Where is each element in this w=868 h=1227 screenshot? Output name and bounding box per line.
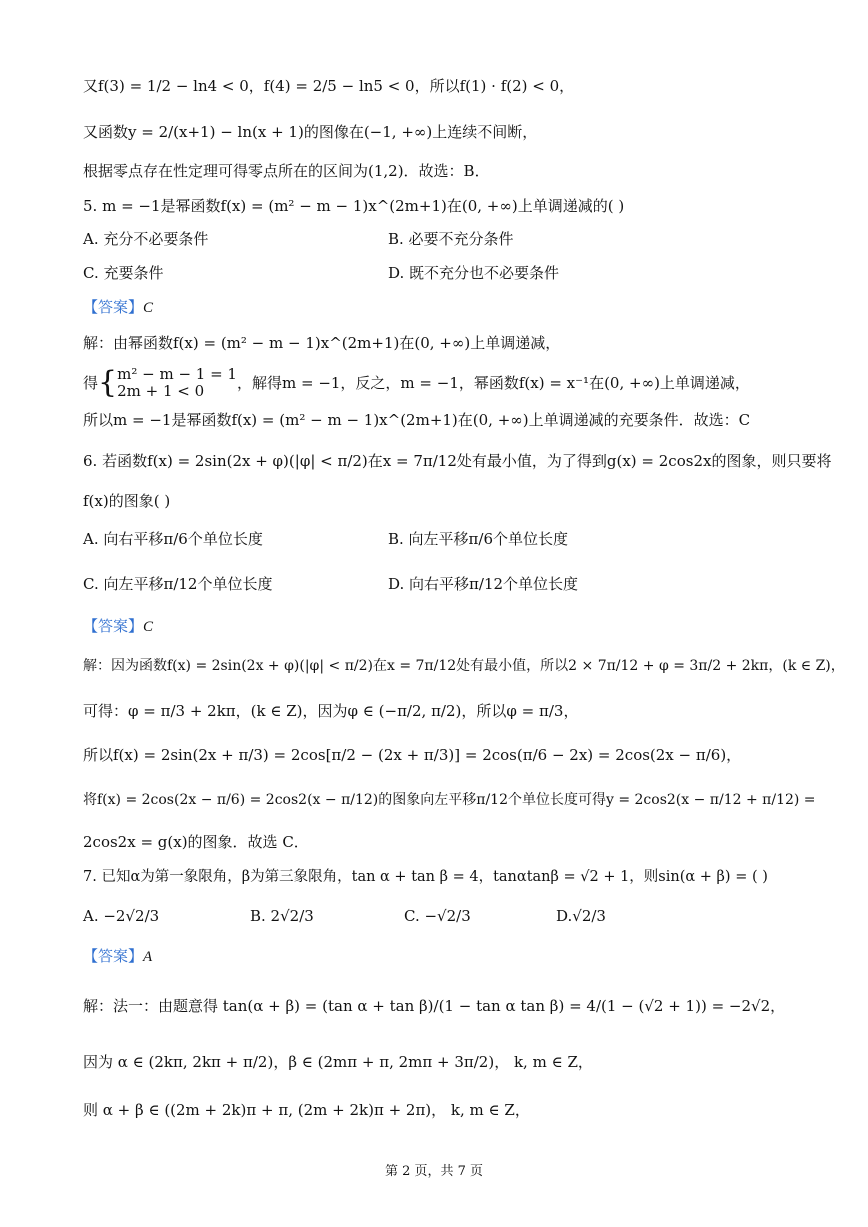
q6-answer xyxy=(83,616,153,637)
q7-option-a: A. −2√2/3 xyxy=(83,907,160,925)
answer-tag: 【答案】 xyxy=(83,617,144,635)
question-5-stem: 5. m = −1是幂函数f(x) = (m² − m − 1)x^(2m+1)在(0, +∞)上单调递减的( ) xyxy=(83,197,625,215)
q7-option-d: D.√2/3 xyxy=(556,907,606,925)
q6-solution-line: 2cos2x = g(x)的图象．故选 C． xyxy=(83,833,309,851)
answer-letter: A xyxy=(143,949,153,965)
q5-answer xyxy=(83,297,153,318)
question-6-stem: 6. 若函数f(x) = 2sin(2x + φ)(|φ| < π/2)在x = 7π/12处有最小值，为了得到g(x) = 2cos2x的图象，则只要将 xyxy=(83,452,832,470)
page-footer: 第 2 页，共 7 页 xyxy=(384,1164,484,1179)
q6-option-a: A. 向右平移π/6个单位长度 xyxy=(83,530,263,548)
q7-solution-line: 因为 α ∈ (2kπ, 2kπ + π/2)，β ∈ (2mπ + π, 2mπ + 3π/2)， k, m ∈ Z， xyxy=(83,1053,593,1071)
q7-option-c: C. −√2/3 xyxy=(404,907,471,925)
text-line: 又f(3) = 1/2 − ln4 < 0，f(4) = 2/5 − ln5 < 0，所以f(1) · f(2) < 0， xyxy=(83,77,575,95)
answer-tag: 【答案】 xyxy=(83,947,144,965)
q6-solution-line: 解：因为函数f(x) = 2sin(2x + φ)(|φ| < π/2)在x = 7π/12处有最小值，所以2 × 7π/12 + φ = 3π/2 + 2kπ，(k ∈ Z)， xyxy=(83,658,845,674)
q6-option-c: C. 向左平移π/12个单位长度 xyxy=(83,575,273,593)
q7-solution-line: 则 α + β ∈ ((2m + 2k)π + π, (2m + 2k)π + 2π)， k, m ∈ Z， xyxy=(83,1101,530,1119)
q6-solution-line: 可得：φ = π/3 + 2kπ，(k ∈ Z)，因为φ ∈ (−π/2, π/2)，所以φ = π/3， xyxy=(83,702,579,720)
q5-solution-system xyxy=(83,366,750,400)
text-line: 根据零点存在性定理可得零点所在的区间为(1,2)．故选：B． xyxy=(83,162,490,180)
answer-letter: C xyxy=(143,300,154,316)
answer-tag: 【答案】 xyxy=(83,298,144,316)
q5-option-b: B. 必要不充分条件 xyxy=(388,230,514,248)
q5-option-a: A. 充分不必要条件 xyxy=(83,230,209,248)
q6-option-d: D. 向右平移π/12个单位长度 xyxy=(388,575,579,593)
system-result: ，解得m = −1，反之，m = −1，幂函数f(x) = x⁻¹在(0, +∞)上单调递减， xyxy=(236,373,750,392)
q6-solution-line: 将f(x) = 2cos(2x − π/6) = 2cos2(x − π/12)的图象向左平移π/12个单位长度可得y = 2cos2(x − π/12 + π/12) = xyxy=(83,792,816,808)
system-prefix: 得 xyxy=(83,373,99,392)
q6-solution-line: 所以f(x) = 2sin(2x + π/3) = 2cos[π/2 − (2x + π/3)] = 2cos(π/6 − 2x) = 2cos(2x − π/6)， xyxy=(83,746,742,764)
q5-option-d: D. 既不充分也不必要条件 xyxy=(388,264,560,282)
q7-option-b: B. 2√2/3 xyxy=(250,907,314,925)
question-6-stem: f(x)的图象( ) xyxy=(83,492,171,510)
q6-option-b: B. 向左平移π/6个单位长度 xyxy=(388,530,569,548)
q7-solution-line: 解：法一：由题意得 tan(α + β) = (tan α + tan β)/(1 − tan α tan β) = 4/(1 − (√2 + 1)) = −2√2， xyxy=(83,997,786,1015)
system-eq-bottom: 2m + 1 < 0 xyxy=(117,382,205,400)
text-line: 又函数y = 2/(x+1) − ln(x + 1)的图像在(−1, +∞)上连续不间断， xyxy=(83,123,538,141)
q5-solution-line: 所以m = −1是幂函数f(x) = (m² − m − 1)x^(2m+1)在(0, +∞)上单调递减的充要条件．故选：C xyxy=(83,411,751,429)
q5-solution-line: 解：由幂函数f(x) = (m² − m − 1)x^(2m+1)在(0, +∞)上单调递减， xyxy=(83,334,561,352)
question-7-stem: 7. 已知α为第一象限角，β为第三象限角，tan α + tan β = 4，tanαtanβ = √2 + 1，则sin(α + β) = ( ) xyxy=(83,869,768,885)
answer-letter: C xyxy=(143,619,154,635)
system-eq-top: m² − m − 1 = 1 xyxy=(117,365,237,383)
brace-icon: { xyxy=(98,365,118,400)
q7-answer xyxy=(83,946,152,967)
q5-option-c: C. 充要条件 xyxy=(83,264,164,282)
